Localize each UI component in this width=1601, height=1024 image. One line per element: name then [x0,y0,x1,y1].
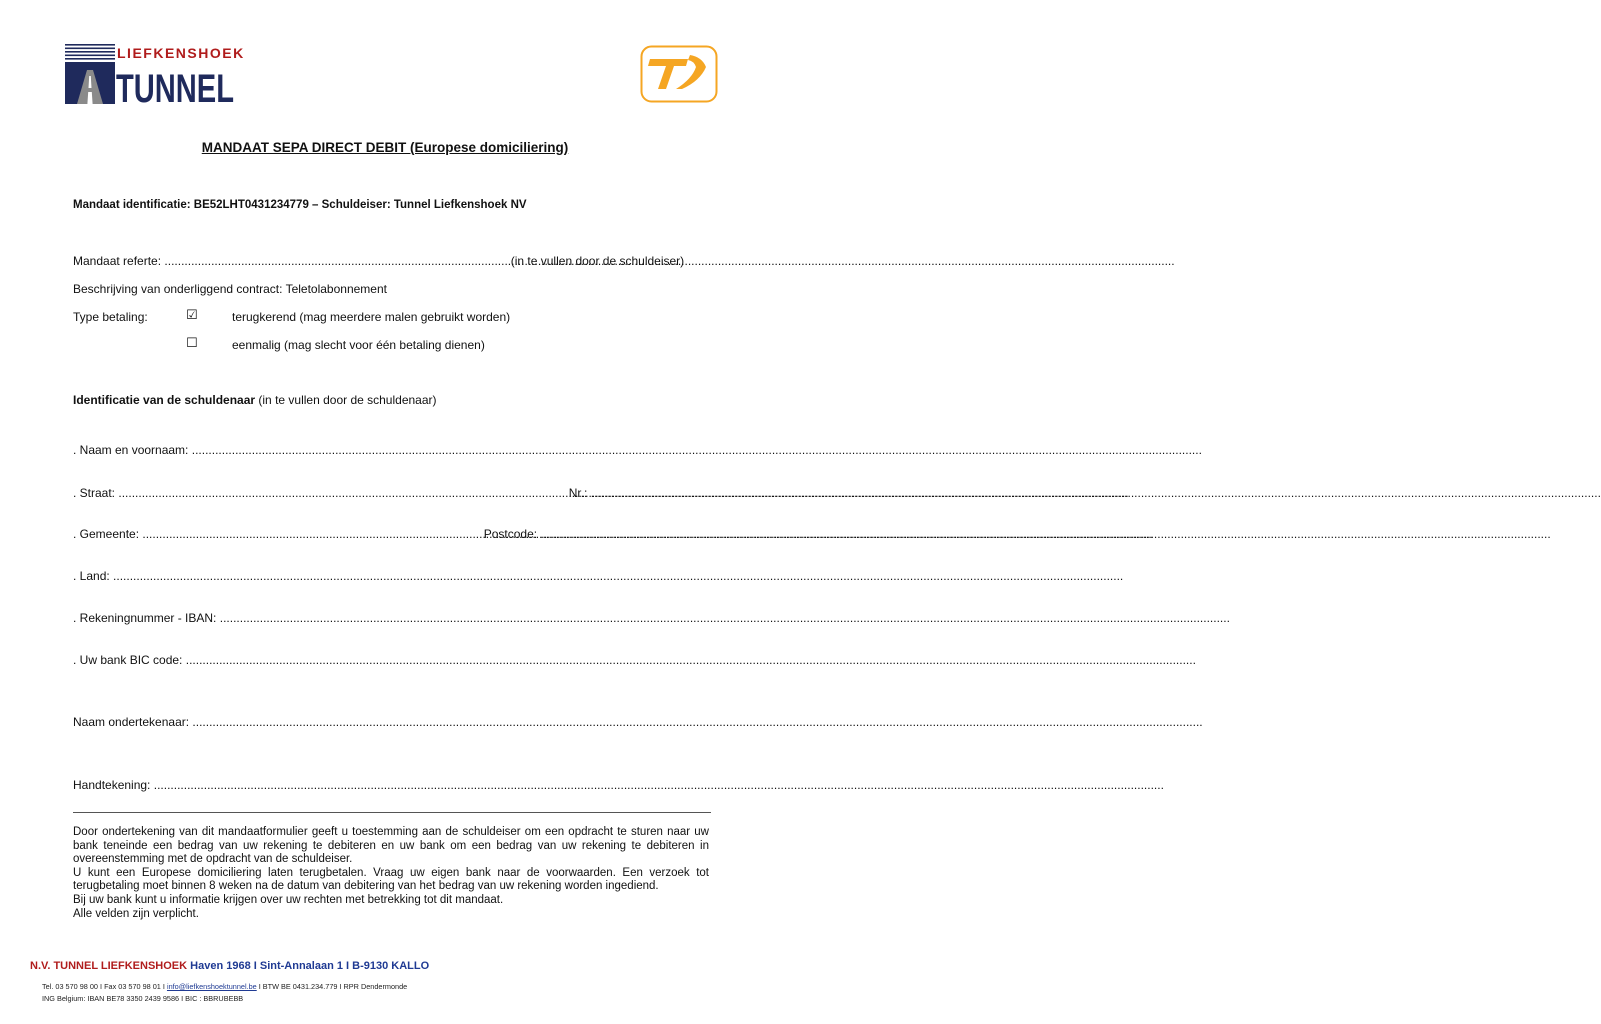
footer-email-link[interactable]: info@liefkenshoektunnel.be [166,982,257,991]
mandate-reference-row [73,254,684,268]
bic-field[interactable] [186,653,694,667]
country-label: . Land: [73,569,110,583]
street-field[interactable] [118,486,565,500]
liefkenshoek-tunnel-logo [65,42,245,111]
debtor-section-heading [73,393,437,407]
mandate-reference-note: (in te vullen door de schuldeiser) [510,254,685,268]
house-number-label: Nr.: [568,486,588,500]
signer-label: Naam ondertekenaar: [73,715,190,729]
legal-text [73,826,709,921]
legal-paragraph-consent: Door ondertekening van dit mandaatformulier geeft u toestemming aan de schuldeiser om een opdracht te sturen naar uw bank teneinde een bedrag van uw rekening te debiteren en uw bank om een bedrag van uw rekening te debiteren in overeenstemming met de opdracht van de schuldeiser. [73,826,709,866]
signature-label: Handtekening: [73,778,151,792]
page-title: MANDAAT SEPA DIRECT DEBIT (Europese domiciliering) [201,140,569,155]
house-number-field[interactable] [591,486,691,500]
country-field[interactable] [113,569,698,583]
bic-label: . Uw bank BIC code: [73,653,183,667]
footer-contact [42,982,407,991]
municipality-row [73,527,688,541]
logo-text-top: LIEFKENSHOEK [117,45,245,61]
footer-bank: ING Belgium: IBAN BE78 3350 2439 9586 I BIC : BBRUBEBB [42,994,244,1003]
municipality-label: . Gemeente: [73,527,140,541]
footer-address: Haven 1968 I Sint-Annalaan 1 I B-9130 KALLO [190,960,430,972]
bic-row [73,653,694,667]
signature-field[interactable] [154,778,700,792]
name-label: . Naam en voornaam: [73,443,189,457]
mandate-reference-label: Mandaat referte: [73,254,162,268]
country-row [73,569,698,583]
postcode-label: Postcode: [483,527,538,541]
name-row [73,443,697,457]
once-checkbox[interactable]: ☐ [186,336,198,351]
footer-company-name: N.V. TUNNEL LIEFKENSHOEK [30,960,188,972]
contract-description: Beschrijving van onderliggend contract: Teletolabonnement [73,282,387,296]
tv-logo [640,45,718,103]
mandate-reference-field[interactable] [164,254,507,268]
recurring-checkbox[interactable]: ☑ [186,308,198,323]
iban-field[interactable] [220,611,688,625]
logo-text-bottom: TUNNEL [116,67,234,111]
footer-contact-prefix: Tel. 03 570 98 00 I Fax 03 570 98 01 I [42,982,167,991]
legal-paragraph-rights: Bij uw bank kunt u informatie krijgen over uw rechten met betrekking tot dit mandaat. [73,893,504,906]
legal-paragraph-required: Alle velden zijn verplicht. [73,907,199,920]
street-label: . Straat: [73,486,116,500]
postcode-field[interactable] [540,527,688,541]
footer-company [30,960,429,972]
municipality-field[interactable] [142,527,480,541]
debtor-heading-note: (in te vullen door de schuldenaar) [255,393,437,407]
street-row [73,486,691,500]
signature-row [73,778,700,792]
recurring-option-label: terugkerend (mag meerdere malen gebruikt worden) [232,310,511,324]
signer-field[interactable] [192,715,700,729]
mandate-identification: Mandaat identificatie: BE52LHT0431234779 – Schuldeiser: Tunnel Liefkenshoek NV [73,199,527,211]
legal-paragraph-refund: U kunt een Europese domiciliering laten terugbetalen. Vraag uw eigen bank naar de voorwaarden. Een verzoek tot terugbetaling moet binnen 8 weken na de datum van debitering van het bedrag van uw rekening worden ingediend. [73,866,709,893]
footer-contact-suffix: I BTW BE 0431.234.779 I RPR Dendermonde [256,982,408,991]
iban-label: . Rekeningnummer - IBAN: [73,611,217,625]
iban-row [73,611,688,625]
signer-row [73,715,700,729]
name-field[interactable] [192,443,697,457]
tv-logo-mark: TV [680,99,682,100]
divider [73,812,711,813]
debtor-heading-bold: Identificatie van de schuldenaar [73,393,256,407]
payment-type-label: Type betaling: [73,310,148,324]
once-option-label: eenmalig (mag slecht voor één betaling dienen) [232,338,485,352]
